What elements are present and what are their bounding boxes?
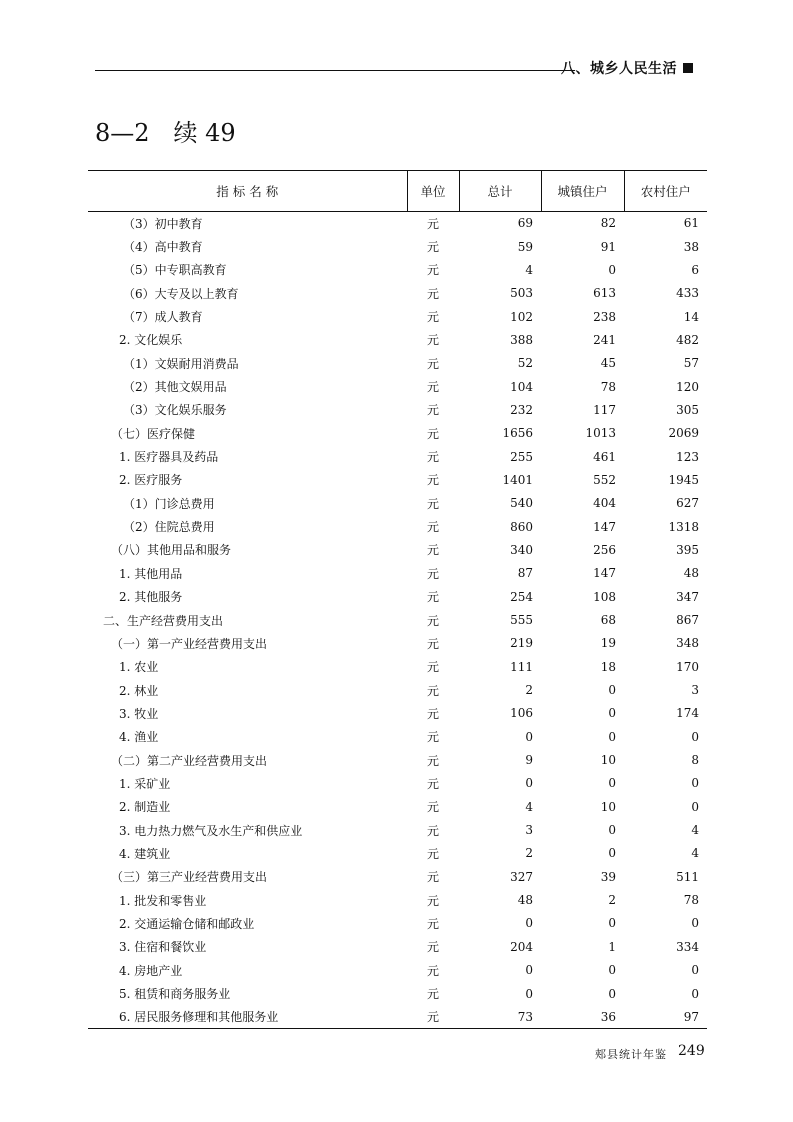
row-unit: 元 [426, 216, 439, 231]
row-unit: 元 [426, 963, 439, 978]
row-unit: 元 [426, 987, 439, 1002]
table-row [88, 235, 707, 258]
column-header-indicator: 指 标 名 称 [88, 171, 407, 212]
row-name: （1）门诊总费用 [123, 496, 215, 511]
row-name: （1）文娱耐用消费品 [123, 356, 239, 371]
section-title-text: 八、城乡人民生活 [561, 61, 677, 77]
row-total: 255 [510, 449, 533, 464]
row-urban: 0 [608, 963, 616, 978]
table-row [88, 328, 707, 351]
row-name: 二、生产经营费用支出 [103, 613, 224, 628]
row-urban: 36 [541, 1005, 624, 1028]
row-urban: 256 [593, 542, 616, 557]
row-unit: 元 [426, 333, 439, 348]
row-rural: 1318 [668, 519, 699, 534]
row-total: 0 [525, 986, 533, 1001]
row-unit: 元 [426, 263, 439, 278]
row-name: 2. 文化娱乐 [119, 333, 183, 348]
table-row [88, 702, 707, 725]
row-name: 2. 其他服务 [119, 590, 183, 605]
row-unit: 元 [426, 636, 439, 651]
row-name: （4）高中教育 [123, 240, 203, 255]
row-urban: 2 [608, 893, 616, 908]
column-header-urban: 城镇住户 [541, 171, 624, 212]
row-rural: 0 [691, 776, 699, 791]
row-rural: 482 [676, 332, 699, 347]
row-urban: 0 [608, 729, 616, 744]
row-unit: 元 [426, 800, 439, 815]
row-urban: 0 [608, 683, 616, 698]
row-rural: 14 [683, 309, 699, 324]
row-total: 59 [517, 239, 533, 254]
header-rule [95, 70, 575, 71]
table-row [88, 305, 707, 328]
row-rural: 511 [676, 869, 699, 884]
row-unit: 元 [426, 310, 439, 325]
row-name: 5. 租赁和商务服务业 [119, 987, 231, 1002]
row-name: 1. 其他用品 [119, 566, 183, 581]
row-total: 4 [525, 262, 533, 277]
table-row [88, 375, 707, 398]
row-name: 3. 电力热力燃气及水生产和供应业 [119, 823, 303, 838]
row-urban: 0 [608, 823, 616, 838]
row-rural: 0 [691, 963, 699, 978]
row-urban: 0 [608, 846, 616, 861]
table-row [88, 888, 707, 911]
row-rural: 97 [624, 1005, 707, 1028]
row-name: （三）第三产业经营费用支出 [111, 870, 268, 885]
table-row [88, 492, 707, 515]
row-total: 219 [510, 636, 533, 651]
row-unit: 元 [426, 823, 439, 838]
row-unit: 元 [426, 753, 439, 768]
row-urban: 18 [600, 659, 616, 674]
table-row [88, 912, 707, 935]
row-total: 48 [517, 893, 533, 908]
row-unit: 元 [426, 730, 439, 745]
table-row [88, 515, 707, 538]
row-name: （3）文化娱乐服务 [123, 403, 227, 418]
row-total: 4 [525, 799, 533, 814]
table-row [88, 422, 707, 445]
row-name: （2）其他文娱用品 [123, 380, 227, 395]
row-total: 111 [510, 659, 533, 674]
row-name: （七）医疗保健 [111, 426, 196, 441]
row-total: 503 [510, 286, 533, 301]
row-name: 1. 农业 [119, 660, 159, 675]
row-urban: 82 [600, 216, 616, 231]
row-total: 0 [525, 776, 533, 791]
table-row [88, 632, 707, 655]
statistics-table [88, 170, 707, 1029]
row-rural: 1945 [668, 472, 699, 487]
table-row [88, 258, 707, 281]
table-row [88, 982, 707, 1005]
table-row [88, 538, 707, 561]
row-name: （3）初中教育 [123, 216, 203, 231]
row-total: 204 [510, 939, 533, 954]
row-total: 0 [525, 963, 533, 978]
section-title [561, 58, 693, 78]
row-rural: 78 [683, 893, 699, 908]
row-total: 2 [525, 683, 533, 698]
row-name: （7）成人教育 [123, 310, 203, 325]
row-rural: 48 [683, 566, 699, 581]
row-name: 2. 交通运输仓储和邮政业 [119, 916, 255, 931]
row-urban: 1 [608, 939, 616, 954]
row-name: （6）大专及以上教育 [123, 286, 239, 301]
row-name: 1. 医疗器具及药品 [119, 450, 219, 465]
table-row [88, 282, 707, 305]
row-total: 1401 [502, 472, 533, 487]
row-total: 232 [510, 402, 533, 417]
table-row [88, 725, 707, 748]
row-name: 4. 渔业 [119, 730, 159, 745]
row-name: 2. 林业 [119, 683, 159, 698]
row-urban: 1013 [585, 426, 616, 441]
row-name: 4. 房地产业 [119, 963, 183, 978]
table-row [88, 562, 707, 585]
row-urban: 10 [600, 799, 616, 814]
row-urban: 147 [593, 566, 616, 581]
table-row [88, 468, 707, 491]
row-unit: 元 [426, 520, 439, 535]
row-total: 9 [525, 753, 533, 768]
row-unit: 元 [426, 450, 439, 465]
row-rural: 433 [676, 286, 699, 301]
row-urban: 241 [593, 332, 616, 347]
table-row [88, 655, 707, 678]
row-rural: 2069 [668, 426, 699, 441]
row-unit: 元 [426, 590, 439, 605]
row-urban: 0 [608, 776, 616, 791]
row-rural: 0 [691, 799, 699, 814]
row-name: 2. 医疗服务 [119, 473, 183, 488]
row-unit: 元 [426, 776, 439, 791]
row-unit: 元 [426, 660, 439, 675]
row-name: （一）第一产业经营费用支出 [111, 636, 268, 651]
row-total: 3 [525, 823, 533, 838]
row-name: 3. 住宿和餐饮业 [119, 940, 207, 955]
row-total: 388 [510, 332, 533, 347]
row-total: 327 [510, 869, 533, 884]
row-unit: 元 [426, 403, 439, 418]
row-urban: 0 [608, 916, 616, 931]
row-rural: 334 [676, 939, 699, 954]
row-unit: 元 [426, 893, 439, 908]
footer-book-title: 郏县统计年鉴 [595, 1048, 667, 1061]
row-unit: 元 [426, 240, 439, 255]
row-rural: 120 [676, 379, 699, 394]
table-row [88, 445, 707, 468]
row-urban: 0 [608, 262, 616, 277]
row-rural: 305 [676, 402, 699, 417]
table-row [88, 795, 707, 818]
row-urban: 238 [593, 309, 616, 324]
row-total: 860 [510, 519, 533, 534]
column-header-unit: 单位 [407, 171, 459, 212]
row-name: （2）住院总费用 [123, 520, 215, 535]
row-total: 106 [510, 706, 533, 721]
row-rural: 61 [683, 216, 699, 231]
row-rural: 395 [676, 542, 699, 557]
row-unit: 元 [426, 380, 439, 395]
row-total: 73 [459, 1005, 541, 1028]
row-total: 87 [517, 566, 533, 581]
row-unit: 元 [426, 940, 439, 955]
row-unit: 元 [426, 473, 439, 488]
row-total: 254 [510, 589, 533, 604]
row-urban: 108 [593, 589, 616, 604]
table-header-row [88, 171, 707, 212]
table-row [88, 842, 707, 865]
table-row [88, 212, 707, 235]
row-total: 0 [525, 729, 533, 744]
row-rural: 0 [691, 729, 699, 744]
row-rural: 627 [676, 496, 699, 511]
row-name: 1. 批发和零售业 [119, 893, 207, 908]
row-total: 555 [510, 613, 533, 628]
row-urban: 19 [600, 636, 616, 651]
row-rural: 6 [691, 262, 699, 277]
row-urban: 147 [593, 519, 616, 534]
row-total: 104 [510, 379, 533, 394]
row-urban: 0 [608, 986, 616, 1001]
row-total: 1656 [502, 426, 533, 441]
row-total: 340 [510, 542, 533, 557]
row-urban: 45 [600, 356, 616, 371]
row-urban: 461 [593, 449, 616, 464]
row-urban: 404 [593, 496, 616, 511]
row-rural: 4 [691, 846, 699, 861]
table-title: 8—2 续 49 [95, 119, 236, 147]
row-rural: 38 [683, 239, 699, 254]
table-row [88, 935, 707, 958]
row-rural: 170 [676, 659, 699, 674]
row-name: 3. 牧业 [119, 706, 159, 721]
row-rural: 174 [676, 706, 699, 721]
row-total: 69 [517, 216, 533, 231]
row-unit: 元 [407, 1005, 459, 1028]
row-unit: 元 [426, 543, 439, 558]
row-urban: 613 [593, 286, 616, 301]
row-urban: 39 [600, 869, 616, 884]
row-urban: 552 [593, 472, 616, 487]
row-urban: 10 [600, 753, 616, 768]
row-total: 0 [525, 916, 533, 931]
row-unit: 元 [426, 613, 439, 628]
row-rural: 4 [691, 823, 699, 838]
row-rural: 867 [676, 613, 699, 628]
row-total: 2 [525, 846, 533, 861]
row-unit: 元 [426, 566, 439, 581]
table-row [88, 748, 707, 771]
row-rural: 0 [691, 916, 699, 931]
row-name: （5）中专职高教育 [123, 263, 227, 278]
table-row [88, 398, 707, 421]
row-total: 540 [510, 496, 533, 511]
table-row [88, 585, 707, 608]
row-name: 2. 制造业 [119, 800, 171, 815]
table-row [88, 1005, 707, 1028]
row-name: （二）第二产业经营费用支出 [111, 753, 268, 768]
row-unit: 元 [426, 286, 439, 301]
row-unit: 元 [426, 683, 439, 698]
row-rural: 57 [683, 356, 699, 371]
row-unit: 元 [426, 706, 439, 721]
row-urban: 68 [600, 613, 616, 628]
column-header-rural: 农村住户 [624, 171, 707, 212]
row-urban: 0 [608, 706, 616, 721]
row-total: 102 [510, 309, 533, 324]
row-urban: 91 [600, 239, 616, 254]
table-row [88, 818, 707, 841]
page-number: 249 [678, 1043, 705, 1059]
row-name: 4. 建筑业 [119, 846, 171, 861]
row-rural: 0 [691, 986, 699, 1001]
table-body [88, 212, 707, 1029]
table-row [88, 959, 707, 982]
row-rural: 3 [691, 683, 699, 698]
square-bullet-icon [683, 63, 693, 73]
row-name: （八）其他用品和服务 [111, 543, 232, 558]
row-urban: 117 [593, 402, 616, 417]
row-unit: 元 [426, 846, 439, 861]
row-rural: 8 [691, 753, 699, 768]
row-unit: 元 [426, 496, 439, 511]
row-rural: 123 [676, 449, 699, 464]
row-name: 1. 采矿业 [119, 776, 171, 791]
row-unit: 元 [426, 916, 439, 931]
table-row [88, 678, 707, 701]
row-urban: 78 [600, 379, 616, 394]
row-total: 52 [517, 356, 533, 371]
row-unit: 元 [426, 356, 439, 371]
row-rural: 347 [676, 589, 699, 604]
table-row [88, 352, 707, 375]
row-rural: 348 [676, 636, 699, 651]
column-header-total: 总计 [459, 171, 541, 212]
table-row [88, 772, 707, 795]
row-unit: 元 [426, 426, 439, 441]
row-name: 6. 居民服务修理和其他服务业 [88, 1005, 407, 1028]
row-unit: 元 [426, 870, 439, 885]
table-row [88, 865, 707, 888]
table-row [88, 608, 707, 631]
